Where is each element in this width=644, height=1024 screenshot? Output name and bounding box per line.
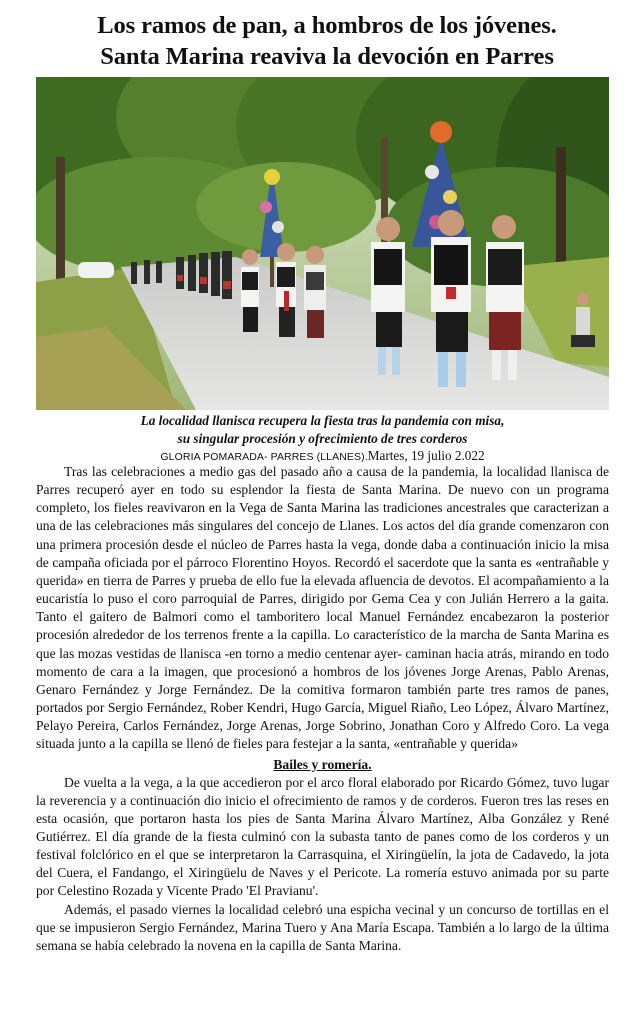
headline-line-2: Santa Marina reaviva la devoción en Parres xyxy=(100,43,554,70)
paragraph-3: Además, el pasado viernes la localidad celebró una espicha vecinal y un concurso de tortillas en el que se impusieron Sergio Fernández, Marina Tuero y Ana María Escapa. También a lo largo de la última semana se había celebrado la novena en la capilla de Santa Marina. xyxy=(36,901,609,953)
article-body xyxy=(36,463,609,955)
procession-photo xyxy=(36,77,609,410)
caption-line-1: La localidad llanisca recupera la fiesta tras la pandemia con misa, xyxy=(140,413,505,428)
procession-photo-illustration xyxy=(36,77,609,410)
headline-line-1: Los ramos de pan, a hombros de los jóvenes. xyxy=(97,12,557,39)
byline-source: GLORIA POMARADA- PARRES (LLANES). xyxy=(160,451,368,463)
photo-caption xyxy=(36,412,609,448)
byline-date: Martes, 19 julio 2.022 xyxy=(367,448,485,463)
caption-line-2: su singular procesión y ofrecimiento de tres corderos xyxy=(177,431,468,446)
paragraph-1: Tras las celebraciones a medio gas del pasado año a causa de la pandemia, la localidad llanisca de Parres recuperó ayer en todo su esplendor la fiesta de Santa Marina. De nuevo con un programa completo, los fieles reavivaron en la Vega de Santa Marina las tradiciones ancestrales que caracterizan a una de las celebraciones más singulares del concejo de Llanes. Los actos del día grande comenzaron con una primera procesión desde el núcleo de Parres hasta la vega, donde daba a continuación inicio la misa de campaña oficiada por el párroco Florentino Hoyos. Recordó el sacerdote que la santa es «entrañable y querida» en tierra de Parres y prueba de ello fue la elevada afluencia de devotos. El acompañamiento a la eucaristía lo puso el coro parroquial de Parres, dirigido por Gema Cea y con Julián Herrero a la gaita. Tanto el gaitero de Balmori como el tamboritero local Manuel Fernández encabezaron la posterior procesión alrededor de los terrenos frente a la capilla. Lo característico de la marcha de Santa Marina es que las mozas vestidas de llanisca -en torno a medio centenar ayer- caminan hacia atrás, mirando en todo momento de cara a la imagen, que procesionó a hombros de los jóvenes Jorge Arenas, Pablo Arenas, Genaro Fernández y Jorge Fernández. De la comitiva formaron también parte tres ramos de panes, portados por Sergio Fernández, Rober Kendri, Hugo García, Miguel Riaño, Leo López, Álvaro Martínez, Pelayo Pereira, Carlos Fernández, Jorge Arenas, Jorge Sobrino, Jonathan Coro y Alfredo Coro. La vega situada junto a la capilla se llenó de fieles para festejar a la santa, «entrañable y querida» xyxy=(36,464,609,752)
paragraph-2: De vuelta a la vega, a la que accedieron por el arco floral elaborado por Ricardo Gómez, tuvo lugar la reverencia y a continuación dio inicio el ofrecimiento de ramos y de corderos. Fueron tres las reses en esta ocasión, que portaron hasta los pies de Santa Marina Álvaro Martínez, Alba González y René Gutiérrez. El día grande de la fiesta culminó con la subasta tanto de panes como de los corderos y un festival folclórico en el que se interpretaron la Carrasquina, el Xiringüelín, la jota de Cadavedo, la jota del Cuera, el Fandango, el Xiringüelu de Naves y el Pericote. La romería estuvo animada por su parte por Celestino Rozada y Vicente Prado 'El Pravianu'. xyxy=(36,774,609,899)
subheading: Bailes y romería. xyxy=(273,756,372,772)
headline xyxy=(36,10,618,72)
